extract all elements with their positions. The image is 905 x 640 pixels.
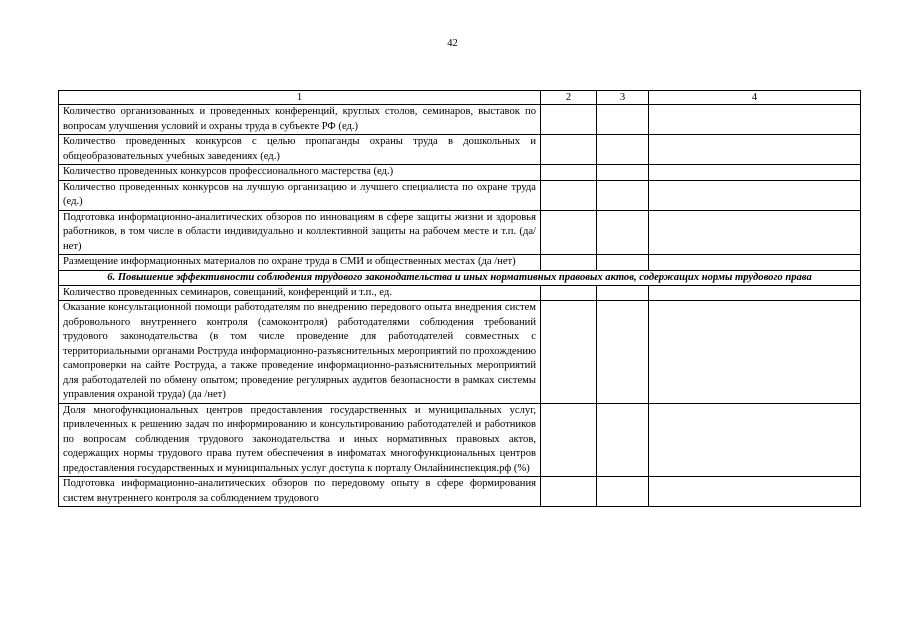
cell-empty [649,105,861,135]
row-text: Количество проведенных конкурсов с целью пропаганды охраны труда в дошкольных и общеобразовательных учебных заведениях (ед.) [59,135,541,165]
row-text: Оказание консультационной помощи работодателям по внедрению передового опыта внедрения систем добровольного внутреннего контроля (самоконтроля) работодателями соблюдения требований трудового законодательства (в том числе проведение для работодателей совместных с территориальными органами Роструда информационно-разъяснительных мероприятий по прохождению самопроверки на сайте Роструда, а также проведение информационно-разъяснительных мероприятий для работодателей по обмену опытом; проведение регулярных аудитов безопасности в рамках системы управления охраной труда) (да /нет) [59,301,541,404]
cell-empty [541,105,597,135]
cell-empty [541,135,597,165]
table-row [59,135,861,165]
cell-empty [541,165,597,181]
cell-empty [597,135,649,165]
cell-empty [541,210,597,255]
cell-empty [649,403,861,477]
cell-empty [541,180,597,210]
cell-empty [597,285,649,301]
table-row [59,285,861,301]
cell-empty [541,285,597,301]
header-col-4: 4 [649,91,861,105]
table-row [59,255,861,271]
cell-empty [597,165,649,181]
cell-empty [649,255,861,271]
cell-empty [649,165,861,181]
row-text: Количество организованных и проведенных конференций, круглых столов, семинаров, выставок по вопросам улучшения условий и охраны труда в субъекте РФ (ед.) [59,105,541,135]
table-row [59,180,861,210]
table-row [59,165,861,181]
cell-empty [597,403,649,477]
table-row [59,301,861,404]
row-text: Подготовка информационно-аналитических обзоров по инновациям в сфере защиты жизни и здоровья работников, в том числе в области индивидуально и коллективной защиты на рабочем месте и т.п. (да/нет) [59,210,541,255]
cell-empty [649,301,861,404]
cell-empty [649,210,861,255]
cell-empty [541,477,597,507]
cell-empty [541,301,597,404]
indicators-table [58,90,861,507]
table-row [59,477,861,507]
header-col-3: 3 [597,91,649,105]
cell-empty [649,477,861,507]
row-text: Размещение информационных материалов по охране труда в СМИ и общественных местах (да /нет) [59,255,541,271]
header-col-2: 2 [541,91,597,105]
cell-empty [597,180,649,210]
cell-empty [649,285,861,301]
cell-empty [541,403,597,477]
cell-empty [597,105,649,135]
cell-empty [597,255,649,271]
cell-empty [597,477,649,507]
table-row [59,403,861,477]
cell-empty [649,135,861,165]
row-text: Количество проведенных конкурсов профессионального мастерства (ед.) [59,165,541,181]
section-heading-row [59,270,861,285]
table-row [59,105,861,135]
header-col-1: 1 [59,91,541,105]
cell-empty [649,180,861,210]
header-row [59,91,861,105]
row-text: Доля многофункциональных центров предоставления государственных и муниципальных услуг, привлеченных к решению задач по информированию и консультированию работодателей и работников по вопросам соблюдения трудового законодательства и иных нормативных правовых актов, содержащих нормы трудового права путем обеспечения в инфоматах многофункциональных центров предоставления государственных и муниципальных услуг доступа к порталу Онлайнинспекция.рф (%) [59,403,541,477]
page-number: 42 [447,38,458,49]
cell-empty [597,210,649,255]
row-text: Количество проведенных конкурсов на лучшую организацию и лучшего специалиста по охране труда (ед.) [59,180,541,210]
section-heading: 6. Повышение эффективности соблюдения трудового законодательства и иных нормативных правовых актов, содержащих нормы трудового права [59,270,861,285]
row-text: Количество проведенных семинаров, совещаний, конференций и т.п., ед. [59,285,541,301]
row-text: Подготовка информационно-аналитических обзоров по передовому опыту в сфере формирования систем внутреннего контроля за соблюдением трудового [59,477,541,507]
table-row [59,210,861,255]
cell-empty [597,301,649,404]
cell-empty [541,255,597,271]
